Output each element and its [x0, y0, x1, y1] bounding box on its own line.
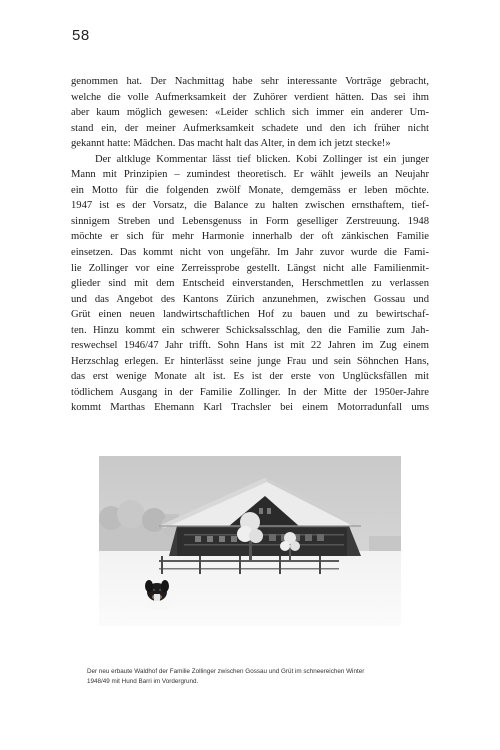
text-line: einsetzen. Das kommt nicht von ungefähr. Im Jahr zuvor wurde die Fami- — [71, 247, 429, 259]
farmhouse-photo — [99, 456, 401, 626]
text-line: gekannt hatte: Mädchen. Das macht halt das Alter, in dem ich jetzt stecke!» — [71, 138, 391, 150]
text-line: Grüt einen neuen landwirtschaftlichen Hof zu bauen und zu bewirtschaf- — [71, 309, 429, 321]
text-line: aber kaum möglich gewesen: «Leider schlich sich immer ein anderer Um- — [71, 107, 429, 119]
caption-line: 1948/49 mit Hund Barri im Vordergrund. — [87, 678, 199, 685]
page-number: 58 — [72, 27, 90, 44]
paragraph-2 — [71, 152, 429, 416]
text-line: möchte er sich für mehr Harmonie innerhalb der oft zänkischen Familie — [71, 231, 429, 243]
caption-line: Der neu erbaute Waldhof der Familie Zollinger zwischen Gossau und Grüt im schneereichen Winter — [87, 668, 365, 675]
text-line: das erst wenige Monate alt ist. Es ist der erste von Unglücksfällen mit — [71, 371, 429, 383]
text-line: lie Zollinger vor eine Zerreissprobe gestellt. Längst nicht alle Familienmit- — [71, 262, 429, 274]
text-line: ten. Hinzu kommt ein schwerer Schicksalsschlag, den die Familie zum Jah- — [71, 324, 429, 336]
text-line: ein Motto für die folgenden zwölf Monate, demgemäss er leben möchte. — [71, 184, 429, 196]
text-line: Mann mit Prinzipien – zumindest theoretisch. Er wählt jeweils an Neujahr — [71, 169, 429, 181]
text-line: genommen hat. Der Nachmittag habe sehr interessante Vorträge gebracht, — [71, 76, 429, 87]
text-line: stand ein, der meiner Aufmerksamkeit schadete und den ich früher nicht — [71, 122, 429, 134]
winter-farm-image — [99, 456, 401, 626]
text-line: 1947 ist es der Vorsatz, die Balance zu halten zwischen ernsthaftem, tief- — [71, 200, 429, 212]
text-line: reswechsel 1946/47 Jahr trifft. Sohn Hans ist mit 22 Jahren im Zug einem — [71, 340, 429, 352]
text-line: sinnigem Streben und Lebensgenuss in Form geselliger Zerstreuung. 1948 — [71, 215, 429, 227]
text-line: Herzschlag erlegen. Er hinterlässt seine junge Frau und sein Söhnchen Hans, — [71, 355, 429, 367]
text-line: kommt Marthas Ehemann Karl Trachsler bei einem Motorradunfall ums — [71, 402, 429, 414]
text-line: welche die volle Aufmerksamkeit der Zuhörer verdient hätten. Das sei ihm — [71, 91, 429, 103]
text-line: Der altkluge Kommentar lässt tief blicken. Kobi Zollinger ist ein junger — [95, 153, 429, 165]
paragraph-1 — [71, 74, 429, 152]
text-line: und das Angebot des Kantons Zürich anzunehmen, zwischen Gossau und — [71, 293, 429, 305]
body-text — [71, 74, 429, 416]
text-line: tödlichem Ausgang in der Familie Zollinger. In der Mitte der 1950er-Jahre — [71, 386, 429, 398]
figure-caption — [87, 667, 417, 687]
text-line: glieder sind mit dem Entscheid einverstanden, Herschmettlen zu verlassen — [71, 278, 429, 290]
